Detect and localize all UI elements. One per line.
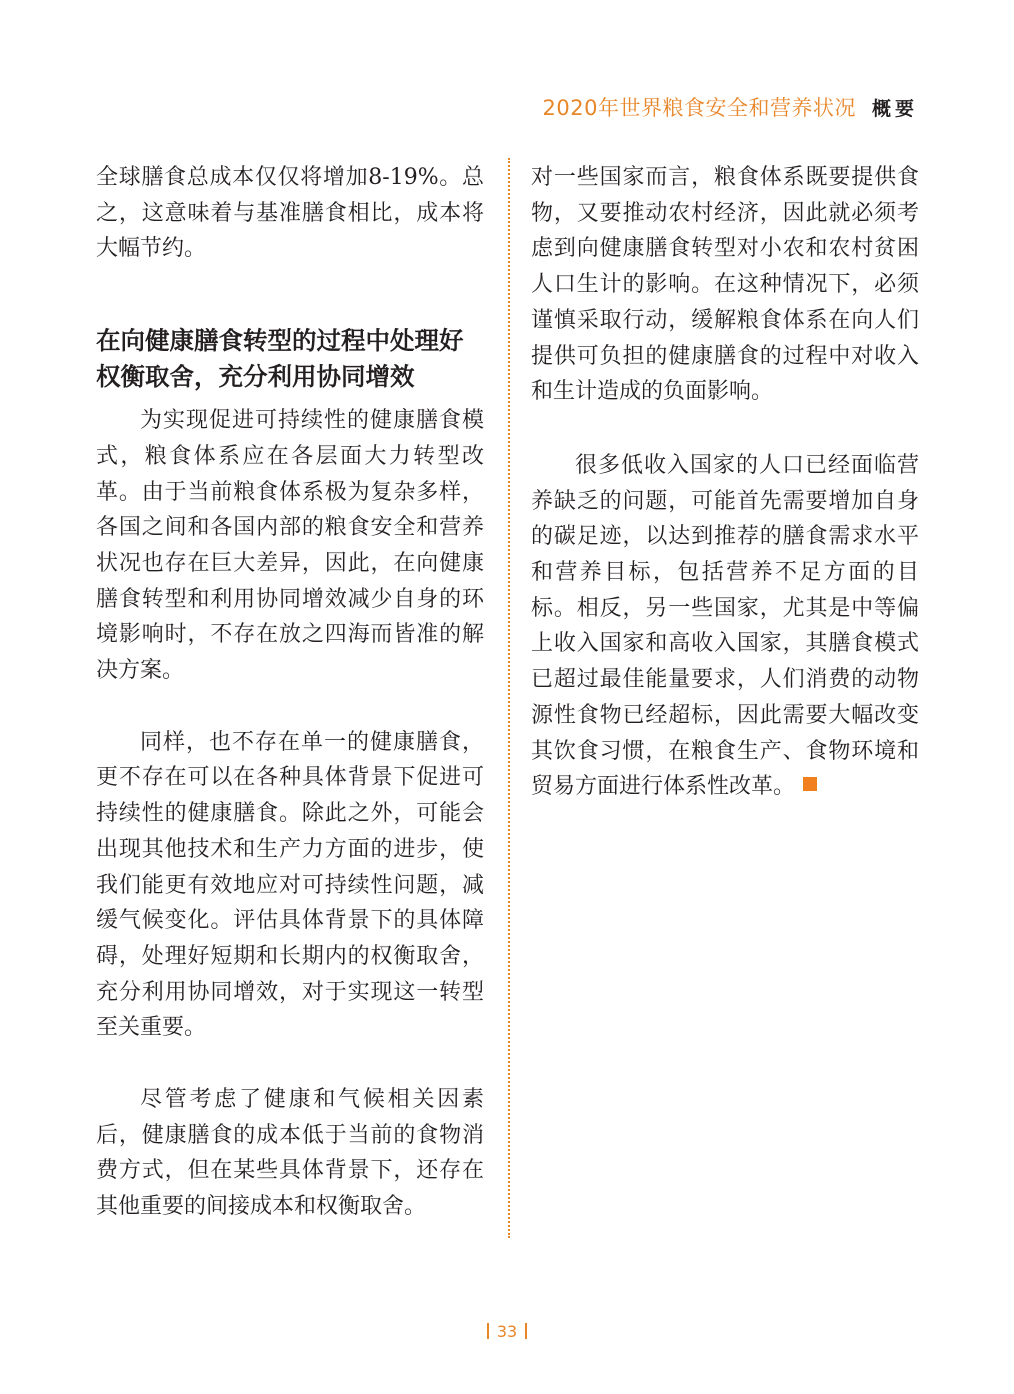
footer-bar-right	[525, 1323, 527, 1339]
paragraph: 对一些国家而言，粮食体系既要提供食物，又要推动农村经济，因此就必须考虑到向健康膳食转型对小农和农村贫困人口生计的影响。在这种情况下，必须谨慎采取行动，缓解粮食体系在向人们提供可负担的健康膳食的过程中对收入和生计造成的负面影响。	[531, 165, 919, 405]
section-heading: 在向健康膳食转型的过程中处理好权衡取舍，充分利用协同增效	[96, 326, 464, 392]
column-divider	[508, 158, 510, 1238]
page-footer	[0, 1322, 1014, 1341]
section-label: 概要	[871, 98, 918, 120]
paragraph	[531, 448, 919, 805]
end-mark-icon	[803, 777, 817, 791]
footer-bar-left	[487, 1323, 489, 1339]
paragraph-text: 很多低收入国家的人口已经面临营养缺乏的问题，可能首先需要增加自身的碳足迹，以达到推荐的膳食需求水平和营养目标，包括营养不足方面的目标。相反，另一些国家，尤其是中等偏上收入国家和高收入国家，其膳食模式已超过最佳能量要求，人们消费的动物源性食物已经超标，因此需要大幅改变其饮食习惯，在粮食生产、食物环境和贸易方面进行体系性改革。	[531, 452, 919, 800]
paragraph: 为实现促进可持续性的健康膳食模式，粮食体系应在各层面大力转型改革。由于当前粮食体系极为复杂多样，各国之间和各国内部的粮食安全和营养状况也存在巨大差异，因此，在向健康膳食转型和利用协同增效减少自身的环境影响时，不存在放之四海而皆准的解决方案。	[96, 408, 484, 684]
paragraph: 全球膳食总成本仅仅将增加8-19%。总之，这意味着与基准膳食相比，成本将大幅节约。	[96, 165, 484, 262]
page-number: 33	[496, 1322, 518, 1341]
paragraph: 同样，也不存在单一的健康膳食，更不存在可以在各种具体背景下促进可持续性的健康膳食。除此之外，可能会出现其他技术和生产力方面的进步，使我们能更有效地应对可持续性问题，减缓气候变化。评估具体背景下的具体障碍，处理好短期和长期内的权衡取舍，充分利用协同增效，对于实现这一转型至关重要。	[96, 729, 484, 1041]
left-column	[96, 160, 484, 1225]
running-header	[543, 92, 918, 122]
paragraph: 尽管考虑了健康和气候相关因素后，健康膳食的成本低于当前的食物消费方式，但在某些具体背景下，还存在其他重要的间接成本和权衡取舍。	[96, 1087, 484, 1220]
right-column	[531, 160, 919, 805]
report-title: 2020年世界粮食安全和营养状况	[542, 96, 856, 120]
